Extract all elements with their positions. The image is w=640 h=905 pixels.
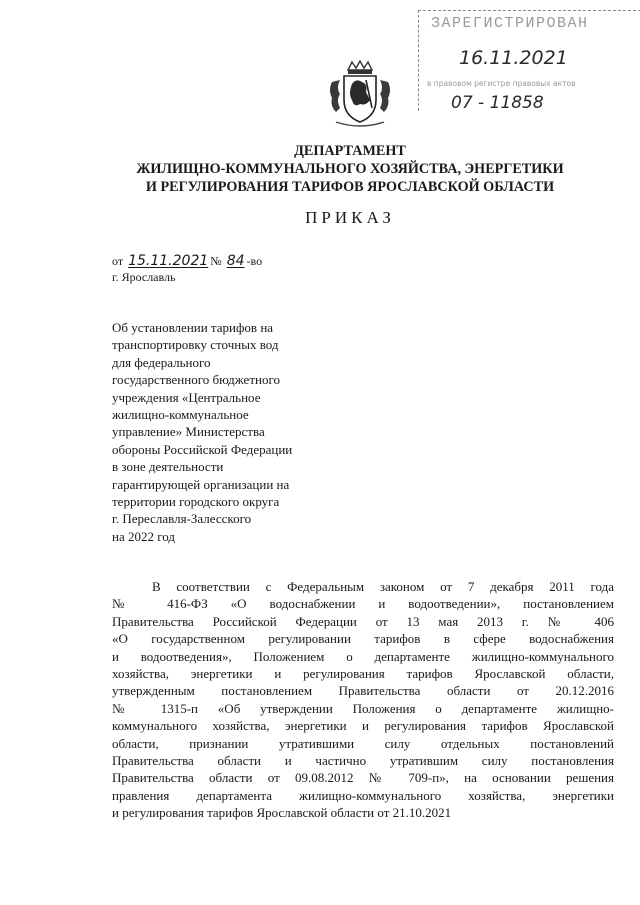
body-line: правления департамента жилищно-коммунального хозяйства, энергетики [112,787,614,803]
subject-line: гарантирующей организации на [112,476,290,492]
subject-line: жилищно-коммунальное [112,407,249,423]
order-prefix: от [112,254,124,268]
department-title-line-3: И РЕГУЛИРОВАНИЯ ТАРИФОВ ЯРОСЛАВСКОЙ ОБЛАСТИ [145,179,555,195]
subject-line: учреждения «Центральное [112,389,261,405]
department-title-line-1: ДЕПАРТАМЕНТ [294,143,406,159]
order-city: г. Ярославль [112,270,176,284]
body-line: коммунального хозяйства, энергетики и регулирования тарифов Ярославской [112,718,614,734]
subject-line: для федерального [112,354,211,370]
subject-line: государственного бюджетного [112,372,280,388]
registration-stamp [418,10,640,111]
body-line: № 1315-п «Об утверждении Положения о департаменте жилищно- [112,700,614,716]
body-line: Правительства Российской Федерации от 13 мая 2013 г. № 406 [112,613,614,629]
coat-of-arms-icon [326,60,394,130]
subject-line: транспортировку сточных вод [112,337,279,353]
body-line: Правительства области и частично утратившим силу постановления [112,752,614,768]
document-type: ПРИКАЗ [305,208,395,227]
body-line: № 416-ФЗ «О водоснабжении и водоотведении», постановлением [112,596,614,612]
body-line: и регулирования тарифов Ярославской области от 21.10.2021 [112,805,452,821]
body-line: и водоотведения», Положением о департаменте жилищно-коммунального [112,648,614,664]
order-suffix: -во [246,254,263,268]
order-subject [112,319,372,545]
subject-line: обороны Российской Федерации [112,441,293,457]
body-line: «О государственном регулировании тарифов в сфере водоснабжения [112,631,614,647]
stamp-date: 16.11.2021 [459,47,568,69]
stamp-number: 07 - 11858 [451,93,544,113]
order-body [112,578,614,821]
subject-line: в зоне деятельности [112,459,224,475]
order-number-sign: № [210,254,222,268]
body-line: Правительства области от 09.08.2012 № 709-п», на основании решения [112,770,614,786]
department-title-line-2: ЖИЛИЩНО-КОММУНАЛЬНОГО ХОЗЯЙСТВА, ЭНЕРГЕТИКИ [136,161,564,177]
body-line: области, признании утратившими силу отдельных постановлений [112,735,614,751]
subject-line: г. Переславля-Залесского [112,511,252,527]
subject-line: Об установлении тарифов на [112,320,274,335]
stamp-caption: в правовом регистре правовых актов [427,79,576,88]
body-line: хозяйства, энергетики и регулирования тарифов Ярославской области, [112,665,614,681]
body-line: утвержденным постановлением Правительства области от 20.12.2016 [112,683,614,699]
order-date: 15.11.2021 [128,253,209,269]
order-number: 84 [226,253,245,269]
stamp-title: ЗАРЕГИСТРИРОВАН [431,15,589,32]
subject-line: управление» Министерства [112,424,265,440]
body-line: В соответствии с Федеральным законом от 7 декабря 2011 года [152,579,614,594]
order-date-number [112,253,262,269]
subject-line: территории городского округа [112,494,280,510]
subject-line: на 2022 год [112,528,175,544]
